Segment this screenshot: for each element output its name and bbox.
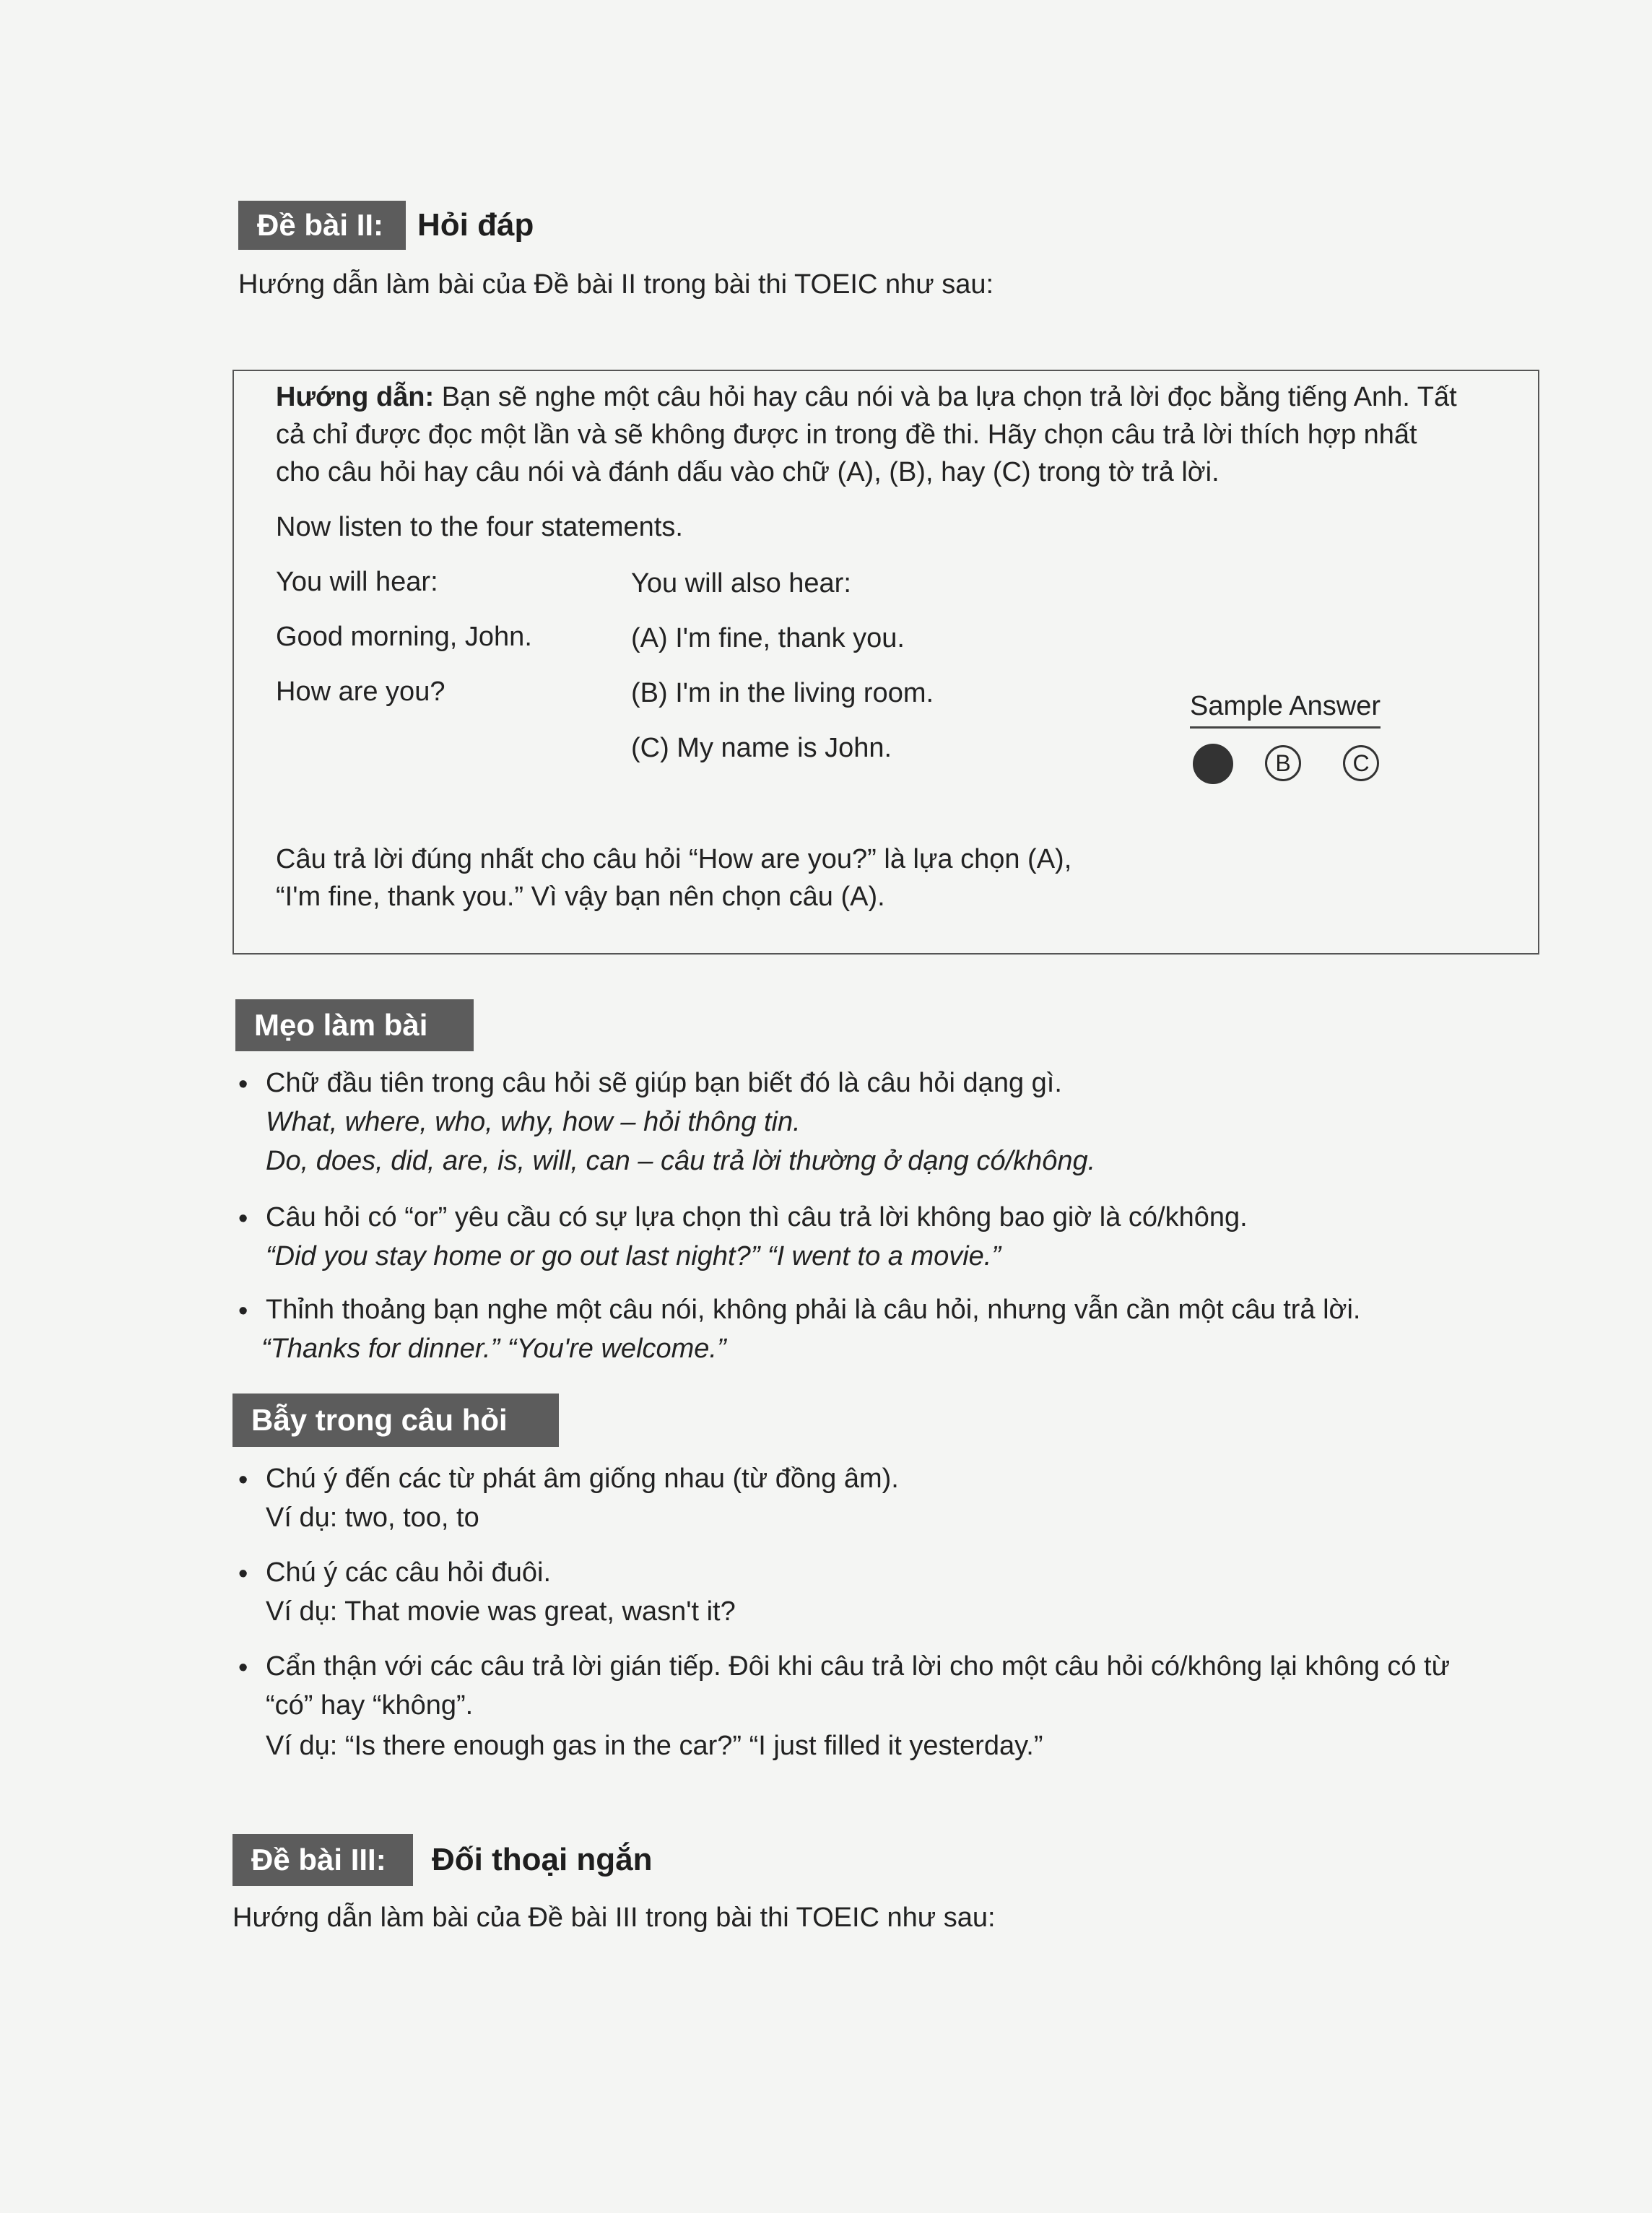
tips-tag: Mẹo làm bài [235,999,474,1051]
directions-line-2: cả chỉ được đọc một lần và sẽ không được in trong đề thi. Hãy chọn câu trả lời thích hợp nhất [276,419,1417,450]
tips-item-2-example: “Did you stay home or go out last night?” “I went to a movie.” [266,1241,1001,1271]
traps-bullet-1: • [238,1465,248,1495]
you-will-also-hear: You will also hear: [631,568,851,599]
section-2-intro: Hướng dẫn làm bài của Đề bài II trong bài thi TOEIC như sau: [238,269,994,300]
option-b: (B) I'm in the living room. [631,678,934,708]
traps-item-1-example: Ví dụ: two, too, to [266,1503,479,1533]
sample-answer-label: Sample Answer [1190,689,1381,729]
traps-item-3-line-2: “có” hay “không”. [266,1690,474,1721]
tips-bullet-2: • [238,1204,248,1234]
traps-item-3-example: Ví dụ: “Is there enough gas in the car?” “I just filled it yesterday.” [266,1731,1043,1761]
option-a: (A) I'm fine, thank you. [631,623,905,653]
you-will-hear: You will hear: [276,567,438,597]
traps-item-2-example: Ví dụ: That movie was great, wasn't it? [266,1596,736,1627]
traps-bullet-3: • [238,1653,248,1683]
tips-item-1-example-1: What, where, who, why, how – hỏi thông tin. [266,1107,801,1137]
option-c: (C) My name is John. [631,733,892,763]
directions-line-3: cho câu hỏi hay câu nói và đánh dấu vào chữ (A), (B), hay (C) trong tờ trả lời. [276,457,1220,487]
tips-item-1: Chữ đầu tiên trong câu hỏi sẽ giúp bạn biết đó là câu hỏi dạng gì. [266,1068,1062,1098]
traps-tag: Bẫy trong câu hỏi [232,1394,559,1447]
section-3-intro: Hướng dẫn làm bài của Đề bài III trong bài thi TOEIC như sau: [232,1903,996,1933]
traps-item-1: Chú ý đến các từ phát âm giống nhau (từ đồng âm). [266,1464,899,1494]
now-listen: Now listen to the four statements. [276,512,683,542]
traps-bullet-2: • [238,1559,248,1589]
traps-item-3-line-1: Cẩn thận với các câu trả lời gián tiếp. Đôi khi câu trả lời cho một câu hỏi có/không lại không có từ [266,1651,1451,1682]
sample-answer-b: B [1265,745,1301,781]
tips-bullet-1: • [238,1069,248,1100]
tips-item-2: Câu hỏi có “or” yêu cầu có sự lựa chọn thì câu trả lời không bao giờ là có/không. [266,1202,1248,1232]
traps-item-2: Chú ý các câu hỏi đuôi. [266,1557,552,1588]
sample-answer-a-filled [1193,744,1233,784]
explain-line-2: “I'm fine, thank you.” Vì vậy bạn nên chọn câu (A). [276,882,885,912]
directions-label: Hướng dẫn: [276,382,435,412]
tips-item-3-example: “Thanks for dinner.” “You're welcome.” [261,1334,726,1364]
tips-bullet-3: • [238,1296,248,1326]
directions-line-1 [276,380,1457,414]
section-3-tag: Đề bài III: [232,1834,413,1886]
hear-line-2: How are you? [276,677,445,707]
tips-item-1-example-2: Do, does, did, are, is, will, can – câu trả lời thường ở dạng có/không. [266,1146,1096,1176]
directions-line-1-text: Bạn sẽ nghe một câu hỏi hay câu nói và ba lựa chọn trả lời đọc bằng tiếng Anh. Tất [434,382,1457,412]
section-2-title: Hỏi đáp [417,207,534,243]
sample-answer-c: C [1343,745,1379,781]
tips-item-3: Thỉnh thoảng bạn nghe một câu nói, không phải là câu hỏi, nhưng vẫn cần một câu trả lời. [266,1295,1361,1325]
section-3-title: Đối thoại ngắn [432,1842,653,1877]
section-2-tag: Đề bài II: [238,201,406,250]
hear-line-1: Good morning, John. [276,622,532,652]
explain-line-1: Câu trả lời đúng nhất cho câu hỏi “How are you?” là lựa chọn (A), [276,844,1072,874]
